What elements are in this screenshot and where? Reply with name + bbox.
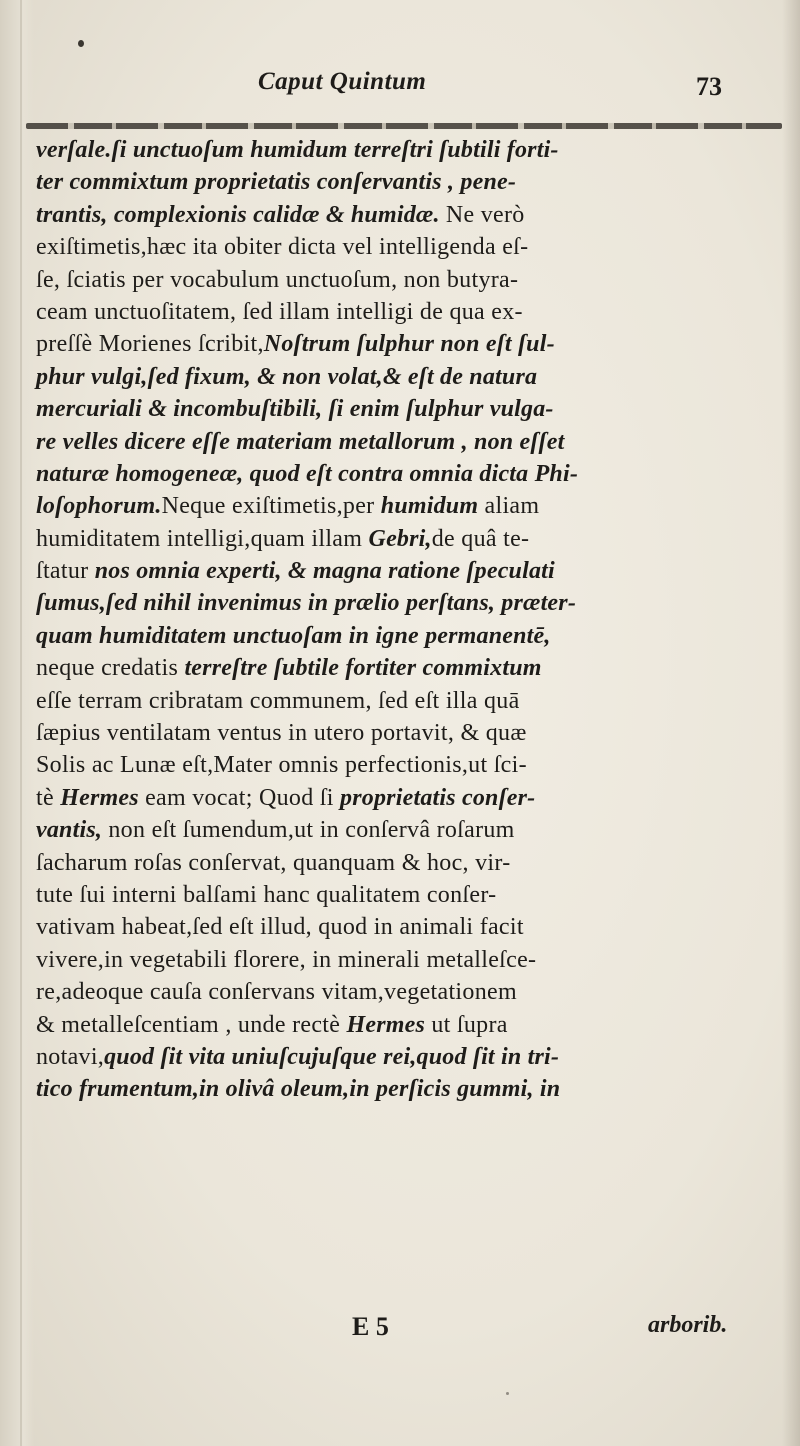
text-run: ſacharum roſas conſervat, quanquam & hoc, vir- — [36, 849, 511, 876]
italic-text-run: Hermes — [346, 1011, 426, 1038]
text-line — [36, 166, 788, 198]
italic-text-run: phur vulgi,ſed fixum, & non volat,& eſt de natura — [36, 363, 538, 390]
text-run: & metalleſcentiam , unde rectè — [36, 1011, 347, 1038]
text-run: vivere,in vegetabili florere, in minerali metalleſce- — [36, 946, 537, 973]
italic-text-run: mercuriali & incombuſtibili, ſi enim ſulphur vulga- — [36, 396, 554, 423]
italic-text-run: Gebri, — [368, 525, 432, 552]
italic-text-run: Noſtrum ſulphur non eſt ſul- — [263, 331, 555, 358]
text-line — [36, 749, 788, 781]
text-line — [36, 1073, 788, 1105]
text-line — [36, 458, 788, 490]
text-line — [36, 620, 788, 652]
ink-speck — [506, 1392, 509, 1395]
text-run: non eſt ſumendum,ut in conſervâ roſarum — [102, 817, 515, 844]
text-run: preſſè Morienes ſcribit, — [36, 331, 264, 358]
text-line — [36, 555, 788, 587]
ink-speck — [78, 40, 84, 47]
text-line — [36, 782, 788, 814]
body-text — [36, 134, 788, 1106]
italic-text-run: quod ſit vita uniuſcujuſque rei,quod ſit in tri- — [104, 1043, 560, 1070]
text-run: aliam — [478, 493, 540, 520]
text-run: ut ſupra — [425, 1011, 508, 1038]
text-run: eam vocat; Quod ſi — [138, 784, 341, 811]
text-run: ſe, ſciatis per vocabulum unctuoſum, non butyra- — [36, 266, 519, 293]
text-line — [36, 393, 788, 425]
italic-text-run: loſophorum. — [36, 493, 162, 520]
text-run: ceam unctuoſitatem, ſed illam intelligi de qua ex- — [36, 298, 523, 325]
text-line — [36, 717, 788, 749]
italic-text-run: humidum — [380, 493, 479, 520]
italic-text-run: trantis, complexionis calidæ & humidæ. — [36, 201, 446, 228]
text-line — [36, 911, 788, 943]
italic-text-run: ter commixtum proprietatis conſervantis , pene- — [36, 169, 517, 196]
text-run: vativam habeat,ſed eſt illud, quod in animali facit — [36, 914, 524, 941]
italic-text-run: Hermes — [60, 784, 139, 811]
text-line — [36, 199, 788, 231]
text-line — [36, 264, 788, 296]
header-rule — [26, 123, 782, 129]
text-line — [36, 231, 788, 263]
text-line — [36, 328, 788, 360]
italic-text-run: verſale.ſi unctuoſum humidum terreſtri ſubtili forti- — [36, 137, 559, 163]
text-run: ſæpius ventilatam ventus in utero portavit, & quæ — [36, 720, 527, 747]
gutter-crease — [20, 0, 22, 1446]
page-number: 73 — [696, 72, 722, 101]
text-line — [36, 652, 788, 684]
text-line — [36, 523, 788, 555]
text-line — [36, 490, 788, 522]
text-run: Neque exiſtimetis,per — [161, 493, 381, 520]
text-run: Solis ac Lunæ eſt,Mater omnis perfectionis,ut ſci- — [36, 752, 527, 779]
text-run: neque credatis — [36, 655, 185, 682]
italic-text-run: vantis, — [36, 817, 103, 844]
text-run: Ne verò — [445, 201, 525, 228]
italic-text-run: ſumus,ſed nihil invenimus in prælio perſtans, præter- — [36, 590, 577, 617]
page-header — [0, 68, 800, 108]
text-run: re,adeoque cauſa conſervans vitam,vegetationem — [36, 979, 517, 1006]
italic-text-run: tico frumentum,in olivâ oleum,in perſicis gummi, in — [36, 1076, 561, 1103]
running-title: Caput Quintum — [258, 68, 427, 95]
text-line — [36, 134, 788, 166]
binding-gutter — [0, 0, 34, 1446]
text-line — [36, 879, 788, 911]
italic-text-run: naturæ homogeneæ, quod eſt contra omnia dicta Phi- — [36, 460, 579, 487]
text-line — [36, 814, 788, 846]
text-run: notavi, — [36, 1043, 105, 1070]
text-run: eſſe terram cribratam communem, ſed eſt illa quā — [36, 687, 520, 714]
text-line — [36, 587, 788, 619]
catchword: arborib. — [648, 1312, 728, 1338]
text-run: de quâ te- — [431, 525, 530, 552]
text-run: tute ſui interni balſami hanc qualitatem conſer- — [36, 881, 497, 908]
text-line — [36, 1041, 788, 1073]
text-line — [36, 685, 788, 717]
text-line — [36, 847, 788, 879]
text-run: tè — [36, 784, 61, 811]
italic-text-run: terreſtre ſubtile fortiter commixtum — [184, 655, 542, 682]
italic-text-run: quam humiditatem unctuoſam in igne permanentē, — [36, 622, 551, 649]
page-footer — [0, 1312, 800, 1352]
text-run: ſtatur — [36, 558, 95, 585]
text-line — [36, 361, 788, 393]
text-line — [36, 1009, 788, 1041]
signature-mark: E 5 — [352, 1312, 389, 1341]
italic-text-run: proprietatis conſer- — [340, 784, 536, 811]
italic-text-run: re velles dicere eſſe materiam metallorum , non eſſet — [36, 428, 565, 455]
text-line — [36, 426, 788, 458]
text-line — [36, 976, 788, 1008]
text-line — [36, 944, 788, 976]
text-run: exiſtimetis,hæc ita obiter dicta vel intelligenda eſ- — [36, 234, 529, 261]
italic-text-run: nos omnia experti, & magna ratione ſpeculati — [94, 558, 555, 585]
text-line — [36, 296, 788, 328]
text-run: humiditatem intelligi,quam illam — [36, 525, 369, 552]
